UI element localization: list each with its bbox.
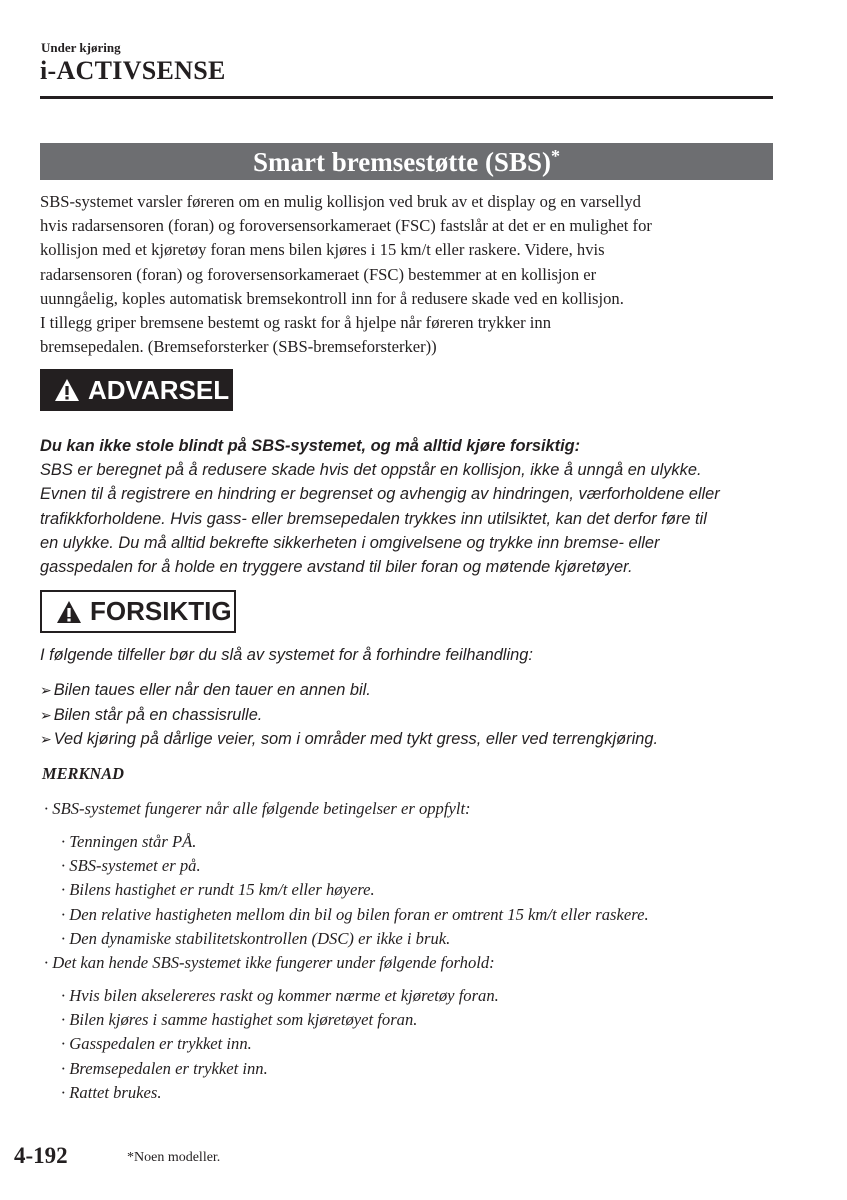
model-asterisk: * [550,146,560,166]
intro-line: kollisjon med et kjøretøy foran mens bilen kjøres i 15 km/t eller raskere. Videre, hvis [40,240,605,260]
list-item-text: Den relative hastigheten mellom din bil og bilen foran er omtrent 15 km/t eller raskere. [69,904,649,924]
conditions-list [61,830,649,951]
warning-line: SBS er beregnet på å redusere skade hvis det oppstår en kollisjon, ikke å unngå en ulykke. [40,461,702,480]
list-item: · SBS-systemet er på. [61,856,201,876]
list-item: · Rattet brukes. [61,1082,162,1102]
intro-line: SBS-systemet varsler føreren om en mulig kollisjon ved bruk av et display og en varsellyd [40,192,641,211]
list-item: · Gasspedalen er trykket inn. [61,1034,252,1054]
list-item-text: Bilens hastighet er rundt 15 km/t eller høyere. [69,880,375,900]
intro-line: radarsensoren (foran) og foroversensorkameraet (FSC) bestemmer at en kollisjon er [40,264,597,284]
warning-triangle-icon [54,378,80,402]
list-item: · Bilen kjøres i samme hastighet som kjøretøyet foran. [61,1010,418,1030]
footnote: *Noen modeller. [127,1150,221,1165]
caution-label-text: FORSIKTIG [90,596,232,626]
warning-line: trafikkforholdene. Hvis gass- eller bremsepedalen trykkes inn utilsiktet, kan det derfor føre til [40,509,707,528]
page-number: 4-192 [14,1143,68,1168]
list-item-text: Rattet brukes. [69,1082,162,1102]
failures-list [61,984,499,1105]
list-item: · Bremsepedalen er trykket inn. [61,1058,268,1078]
warning-heading: Du kan ikke stole blindt på SBS-systemet, og må alltid kjøre forsiktig: [40,437,581,455]
list-item [40,703,658,728]
caution-label [40,590,236,633]
list-item-text: Bilen taues eller når den tauer en annen bil. [53,681,371,699]
note-label: MERKNAD [42,764,124,783]
list-item [40,727,658,752]
list-item: · Tenningen står PÅ. [61,832,197,851]
list-item-text: Bilen kjøres i samme hastighet som kjøretøyet foran. [69,1010,418,1030]
caution-list [40,678,658,752]
header-rule [40,96,773,99]
warning-label [40,369,233,411]
warning-triangle-icon [56,600,82,624]
warning-line: gasspedalen for å holde en tryggere avstand til biler foran og møtende kjøretøyer. [40,558,633,577]
list-item-text: Tenningen står PÅ. [69,832,197,851]
note-failures-heading-text: Det kan hende SBS-systemet ikke fungerer under følgende forhold: [52,953,495,972]
list-item: · Den dynamiske stabilitetskontrollen (DSC) er ikke i bruk. [61,928,451,948]
caution-intro: I følgende tilfeller bør du slå av systemet for å forhindre feilhandling: [40,646,533,664]
list-item-text: Gasspedalen er trykket inn. [69,1034,252,1054]
list-item-text: SBS-systemet er på. [69,856,201,876]
list-item-text: Den dynamiske stabilitetskontrollen (DSC) er ikke i bruk. [69,928,451,948]
note-conditions-heading-text: SBS-systemet fungerer når alle følgende betingelser er oppfylt: [52,799,471,818]
note-conditions-heading: · SBS-systemet fungerer når alle følgende betingelser er oppfylt: [44,799,471,818]
section-title: i-ACTIVSENSE [40,56,226,85]
intro-line: hvis radarsensoren (foran) og foroversensorkameraet (FSC) fastslår at det er en mulighet for [40,216,652,236]
list-item-text: Bilen står på en chassisrulle. [53,705,263,724]
intro-line: I tillegg griper bremsene bestemt og raskt for å hjelpe når føreren trykker inn [40,313,551,333]
list-item-text: Hvis bilen akselereres raskt og kommer nærme et kjøretøy foran. [69,986,499,1005]
list-item [40,678,658,703]
intro-line: uunngåelig, koples automatisk bremsekontroll inn for å redusere skade ved en kollisjon. [40,288,624,308]
list-item-text: Bremsepedalen er trykket inn. [69,1058,268,1078]
warning-line: en ulykke. Du må alltid bekrefte sikkerheten i omgivelsene og trykke inn bremse- eller [40,533,660,552]
list-item: · Bilens hastighet er rundt 15 km/t eller høyere. [61,880,375,900]
intro-paragraph [40,190,780,359]
page-title [40,143,773,180]
page-title-text: Smart bremsestøtte (SBS) [253,147,551,177]
warning-line: Evnen til å registrere en hindring er begrenset og avhengig av hindringen, værforholdene eller [40,485,720,504]
list-item: · Hvis bilen akselereres raskt og kommer nærme et kjøretøy foran. [61,986,499,1005]
chapter-label: Under kjøring [41,40,121,55]
list-item-text: Ved kjøring på dårlige veier, som i områder med tykt gress, eller ved terrengkjøring. [53,730,659,748]
intro-line: bremsepedalen. (Bremseforsterker (SBS-bremseforsterker)) [40,337,437,357]
warning-label-text: ADVARSEL [88,374,230,405]
warning-text [40,434,785,579]
list-item: · Den relative hastigheten mellom din bil og bilen foran er omtrent 15 km/t eller raskere. [61,904,649,924]
note-failures-heading: · Det kan hende SBS-systemet ikke fungerer under følgende forhold: [44,953,495,972]
